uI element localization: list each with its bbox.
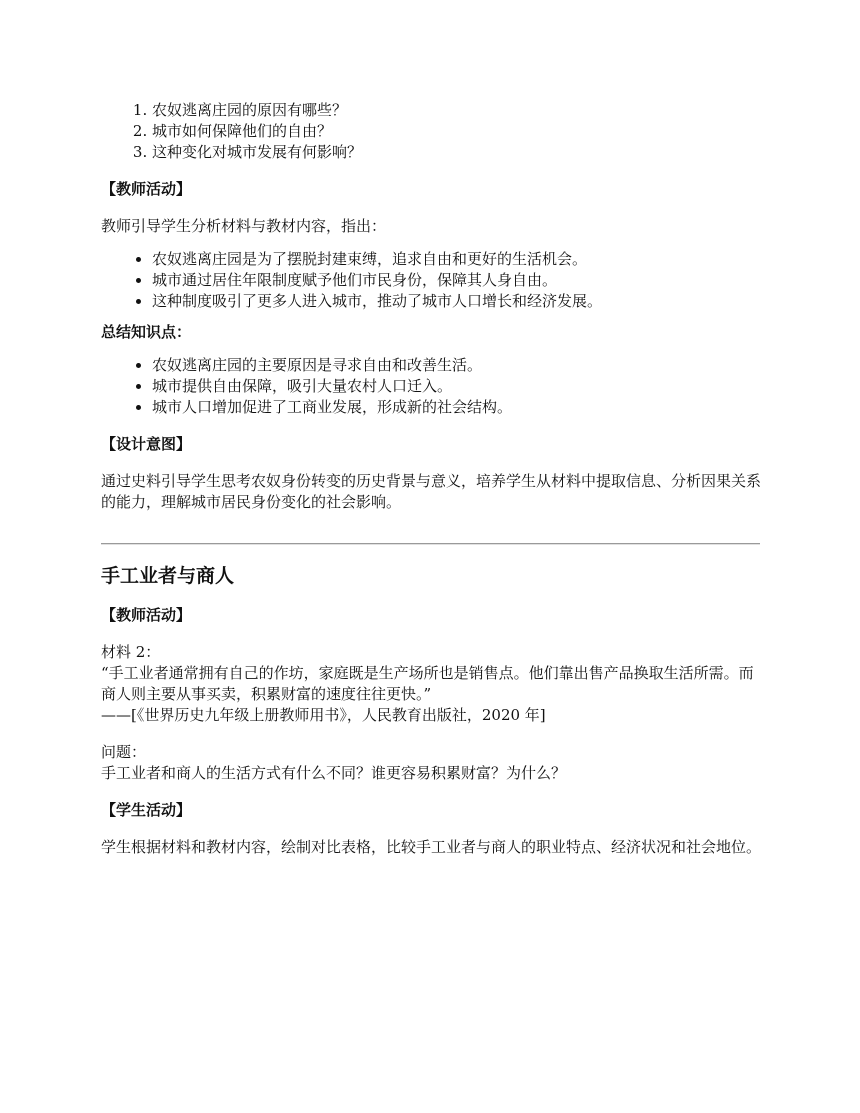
question-item: 3. 这种变化对城市发展有何影响？ [152, 142, 761, 163]
teacher-activity-heading: 【教师活动】 [101, 606, 192, 624]
question-item: 1. 农奴逃离庄园的原因有哪些？ [152, 100, 761, 121]
material-source: ——[《世界历史九年级上册教师用书》，人民教育出版社，2020 年] [101, 706, 546, 724]
student-activity-text: 学生根据材料和教材内容，绘制对比表格，比较手工业者与商人的职业特点、经济状况和社会地位。 [101, 838, 762, 856]
material-label: 材料 2： [101, 643, 161, 661]
question-list [101, 100, 761, 163]
material-quote: “手工业者通常拥有自己的作坊，家庭既是生产场所也是销售点。他们靠出售产品换取生活所需。而商人则主要从事买卖，积累财富的速度往往更快。” [101, 664, 754, 703]
design-intent-text: 通过史料引导学生思考农奴身份转变的历史背景与意义，培养学生从材料中提取信息、分析因果关系的能力，理解城市居民身份变化的社会影响。 [101, 472, 762, 511]
summary-points-list [101, 355, 761, 418]
list-item: • 城市人口增加促进了工商业发展，形成新的社会结构。 [152, 397, 761, 418]
teacher-points-list [101, 249, 761, 312]
summary-heading: 总结知识点： [101, 323, 192, 341]
question-label: 问题： [101, 743, 147, 761]
teacher-activity-intro: 教师引导学生分析材料与教材内容，指出： [101, 217, 387, 235]
teacher-activity-heading: 【教师活动】 [101, 180, 192, 198]
list-item: • 城市提供自由保障，吸引大量农村人口迁入。 [152, 376, 761, 397]
list-item: • 城市通过居住年限制度赋予他们市民身份，保障其人身自由。 [152, 270, 761, 291]
design-intent-heading: 【设计意图】 [101, 435, 192, 453]
question-text: 手工业者和商人的生活方式有什么不同？谁更容易积累财富？为什么？ [101, 764, 567, 782]
document-content [101, 100, 761, 858]
section-title: 手工业者与商人 [101, 565, 235, 587]
list-item: • 农奴逃离庄园是为了摆脱封建束缚，追求自由和更好的生活机会。 [152, 249, 761, 270]
list-item: • 这种制度吸引了更多人进入城市，推动了城市人口增长和经济发展。 [152, 291, 761, 312]
student-activity-heading: 【学生活动】 [101, 801, 192, 819]
list-item: • 农奴逃离庄园的主要原因是寻求自由和改善生活。 [152, 355, 761, 376]
question-item: 2. 城市如何保障他们的自由？ [152, 121, 761, 142]
